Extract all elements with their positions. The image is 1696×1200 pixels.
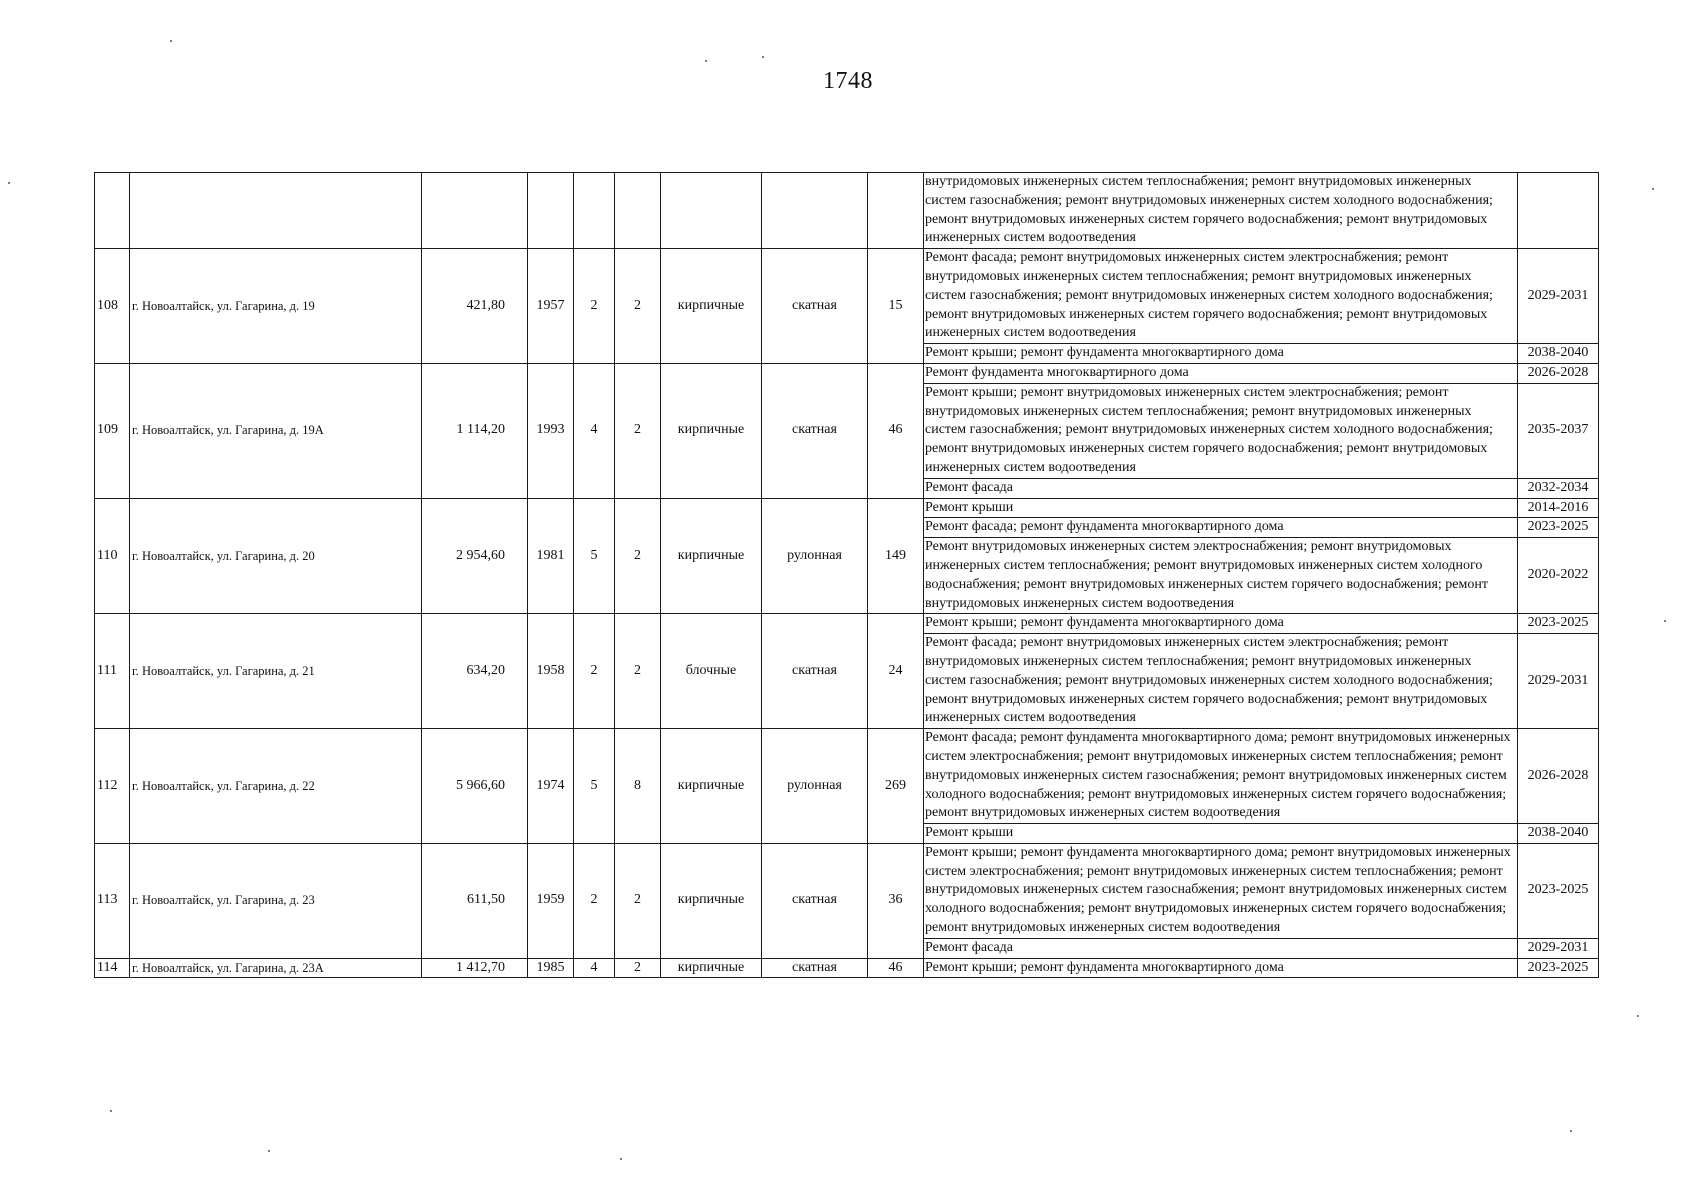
- cell-address: г. Новоалтайск, ул. Гагарина, д. 19: [130, 249, 422, 364]
- cell-address: г. Новоалтайск, ул. Гагарина, д. 22: [130, 729, 422, 844]
- cell-num: 111: [95, 614, 130, 729]
- cell-num: 113: [95, 843, 130, 958]
- cell-roof: скатная: [762, 363, 868, 498]
- table-row: [95, 614, 1599, 634]
- cell-walls: кирпичные: [661, 958, 762, 978]
- cell-walls: кирпичные: [661, 249, 762, 364]
- cell-walls: [661, 173, 762, 249]
- table-body: [95, 173, 1599, 978]
- cell-address: г. Новоалтайск, ул. Гагарина, д. 19А: [130, 363, 422, 498]
- scan-speck: [620, 1158, 622, 1160]
- cell-floors: 4: [574, 363, 615, 498]
- cell-num: 110: [95, 498, 130, 614]
- cell-period: 2020-2022: [1518, 538, 1599, 614]
- cell-period: 2023-2025: [1518, 518, 1599, 538]
- cell-residents: 24: [868, 614, 924, 729]
- cell-works: Ремонт фасада: [924, 938, 1518, 958]
- scan-speck: [705, 60, 707, 62]
- cell-residents: 269: [868, 729, 924, 844]
- cell-works: Ремонт фасада: [924, 478, 1518, 498]
- table-row: [95, 498, 1599, 518]
- cell-year: 1974: [528, 729, 574, 844]
- scan-speck: [110, 1110, 112, 1112]
- cell-period: 2032-2034: [1518, 478, 1599, 498]
- cell-year: 1957: [528, 249, 574, 364]
- table-row: [95, 249, 1599, 344]
- cell-period: 2014-2016: [1518, 498, 1599, 518]
- cell-roof: скатная: [762, 843, 868, 958]
- table-row: [95, 958, 1599, 978]
- cell-walls: кирпичные: [661, 498, 762, 614]
- cell-floors: 5: [574, 498, 615, 614]
- cell-works: Ремонт крыши: [924, 498, 1518, 518]
- cell-period: 2029-2031: [1518, 249, 1599, 344]
- cell-entrances: 2: [615, 958, 661, 978]
- cell-entrances: 2: [615, 843, 661, 958]
- cell-num: 109: [95, 363, 130, 498]
- cell-year: 1958: [528, 614, 574, 729]
- cell-works: Ремонт фасада; ремонт внутридомовых инженерных систем электроснабжения; ремонт внутридомовых инженерных систем теплоснабжения; ремонт внутридомовых инженерных систем газоснабжения; ремонт внутридомовых инженерных систем холодного водоснабжения; ремонт внутридомовых инженерных систем горячего водоснабжения; ремонт внутридомовых инженерных систем водоотведения: [924, 249, 1518, 344]
- cell-works: Ремонт крыши; ремонт фундамента многоквартирного дома: [924, 344, 1518, 364]
- cell-works: Ремонт крыши; ремонт фундамента многоквартирного дома: [924, 614, 1518, 634]
- cell-period: 2038-2040: [1518, 344, 1599, 364]
- cell-address: г. Новоалтайск, ул. Гагарина, д. 23: [130, 843, 422, 958]
- cell-residents: 15: [868, 249, 924, 364]
- cell-num: 112: [95, 729, 130, 844]
- cell-num: 108: [95, 249, 130, 364]
- cell-works: Ремонт фасада; ремонт фундамента многоквартирного дома: [924, 518, 1518, 538]
- cell-year: 1993: [528, 363, 574, 498]
- cell-area: [422, 173, 528, 249]
- cell-area: 634,20: [422, 614, 528, 729]
- cell-area: 5 966,60: [422, 729, 528, 844]
- cell-roof: рулонная: [762, 498, 868, 614]
- cell-residents: 149: [868, 498, 924, 614]
- cell-walls: кирпичные: [661, 363, 762, 498]
- cell-num: [95, 173, 130, 249]
- cell-year: 1959: [528, 843, 574, 958]
- table-row: [95, 363, 1599, 383]
- cell-roof: скатная: [762, 958, 868, 978]
- cell-residents: 46: [868, 958, 924, 978]
- cell-period: 2035-2037: [1518, 383, 1599, 478]
- scan-speck: [1570, 1130, 1572, 1132]
- cell-works: Ремонт фасада; ремонт внутридомовых инженерных систем электроснабжения; ремонт внутридомовых инженерных систем теплоснабжения; ремонт внутридомовых инженерных систем газоснабжения; ремонт внутридомовых инженерных систем холодного водоснабжения; ремонт внутридомовых инженерных систем горячего водоснабжения; ремонт внутридомовых инженерных систем водоотведения: [924, 634, 1518, 729]
- cell-works: внутридомовых инженерных систем теплоснабжения; ремонт внутридомовых инженерных систем газоснабжения; ремонт внутридомовых инженерных систем холодного водоснабжения; ремонт внутридомовых инженерных систем горячего водоснабжения; ремонт внутридомовых инженерных систем водоотведения: [924, 173, 1518, 249]
- scan-speck: [762, 56, 764, 58]
- cell-floors: 4: [574, 958, 615, 978]
- cell-entrances: 8: [615, 729, 661, 844]
- scan-speck: [170, 40, 172, 42]
- cell-entrances: [615, 173, 661, 249]
- cell-year: 1981: [528, 498, 574, 614]
- cell-area: 1 114,20: [422, 363, 528, 498]
- cell-residents: [868, 173, 924, 249]
- cell-year: 1985: [528, 958, 574, 978]
- continuation-row: [95, 173, 1599, 249]
- cell-floors: 5: [574, 729, 615, 844]
- cell-address: г. Новоалтайск, ул. Гагарина, д. 21: [130, 614, 422, 729]
- cell-period: 2029-2031: [1518, 938, 1599, 958]
- repair-schedule-table: [94, 172, 1599, 978]
- cell-period: 2023-2025: [1518, 843, 1599, 938]
- cell-period: 2029-2031: [1518, 634, 1599, 729]
- cell-roof: [762, 173, 868, 249]
- cell-roof: рулонная: [762, 729, 868, 844]
- scan-speck: [8, 182, 10, 184]
- cell-residents: 36: [868, 843, 924, 958]
- cell-address: [130, 173, 422, 249]
- cell-area: 611,50: [422, 843, 528, 958]
- cell-area: 421,80: [422, 249, 528, 364]
- cell-entrances: 2: [615, 249, 661, 364]
- cell-floors: [574, 173, 615, 249]
- cell-area: 2 954,60: [422, 498, 528, 614]
- cell-floors: 2: [574, 249, 615, 364]
- cell-num: 114: [95, 958, 130, 978]
- cell-address: г. Новоалтайск, ул. Гагарина, д. 20: [130, 498, 422, 614]
- cell-floors: 2: [574, 614, 615, 729]
- cell-works: Ремонт крыши; ремонт фундамента многоквартирного дома: [924, 958, 1518, 978]
- cell-floors: 2: [574, 843, 615, 958]
- cell-walls: кирпичные: [661, 729, 762, 844]
- cell-address: г. Новоалтайск, ул. Гагарина, д. 23А: [130, 958, 422, 978]
- scan-speck: [1664, 620, 1666, 622]
- cell-entrances: 2: [615, 363, 661, 498]
- cell-period: 2023-2025: [1518, 958, 1599, 978]
- cell-works: Ремонт крыши; ремонт фундамента многоквартирного дома; ремонт внутридомовых инженерных систем электроснабжения; ремонт внутридомовых инженерных систем теплоснабжения; ремонт внутридомовых инженерных систем газоснабжения; ремонт внутридомовых инженерных систем холодного водоснабжения; ремонт внутридомовых инженерных систем горячего водоснабжения; ремонт внутридомовых инженерных систем водоотведения: [924, 843, 1518, 938]
- cell-period: 2038-2040: [1518, 824, 1599, 844]
- cell-roof: скатная: [762, 614, 868, 729]
- cell-works: Ремонт крыши; ремонт внутридомовых инженерных систем электроснабжения; ремонт внутридомовых инженерных систем теплоснабжения; ремонт внутридомовых инженерных систем газоснабжения; ремонт внутридомовых инженерных систем холодного водоснабжения; ремонт внутридомовых инженерных систем горячего водоснабжения; ремонт внутридомовых инженерных систем водоотведения: [924, 383, 1518, 478]
- cell-walls: кирпичные: [661, 843, 762, 958]
- cell-walls: блочные: [661, 614, 762, 729]
- cell-entrances: 2: [615, 614, 661, 729]
- table-row: [95, 843, 1599, 938]
- cell-works: Ремонт фундамента многоквартирного дома: [924, 363, 1518, 383]
- scan-speck: [268, 1150, 270, 1152]
- cell-period: 2026-2028: [1518, 729, 1599, 824]
- scan-speck: [1652, 188, 1654, 190]
- cell-residents: 46: [868, 363, 924, 498]
- cell-works: Ремонт внутридомовых инженерных систем электроснабжения; ремонт внутридомовых инженерных систем теплоснабжения; ремонт внутридомовых инженерных систем холодного водоснабжения; ремонт внутридомовых инженерных систем горячего водоснабжения; ремонт внутридомовых инженерных систем водоотведения: [924, 538, 1518, 614]
- cell-works: Ремонт фасада; ремонт фундамента многоквартирного дома; ремонт внутридомовых инженерных систем электроснабжения; ремонт внутридомовых инженерных систем теплоснабжения; ремонт внутридомовых инженерных систем газоснабжения; ремонт внутридомовых инженерных систем холодного водоснабжения; ремонт внутридомовых инженерных систем горячего водоснабжения; ремонт внутридомовых инженерных систем водоотведения: [924, 729, 1518, 824]
- cell-period: 2023-2025: [1518, 614, 1599, 634]
- cell-works: Ремонт крыши: [924, 824, 1518, 844]
- cell-period: 2026-2028: [1518, 363, 1599, 383]
- cell-roof: скатная: [762, 249, 868, 364]
- cell-year: [528, 173, 574, 249]
- page-number: 1748: [823, 68, 873, 94]
- cell-area: 1 412,70: [422, 958, 528, 978]
- cell-period: [1518, 173, 1599, 249]
- cell-entrances: 2: [615, 498, 661, 614]
- table-row: [95, 729, 1599, 824]
- scan-speck: [1637, 1015, 1639, 1017]
